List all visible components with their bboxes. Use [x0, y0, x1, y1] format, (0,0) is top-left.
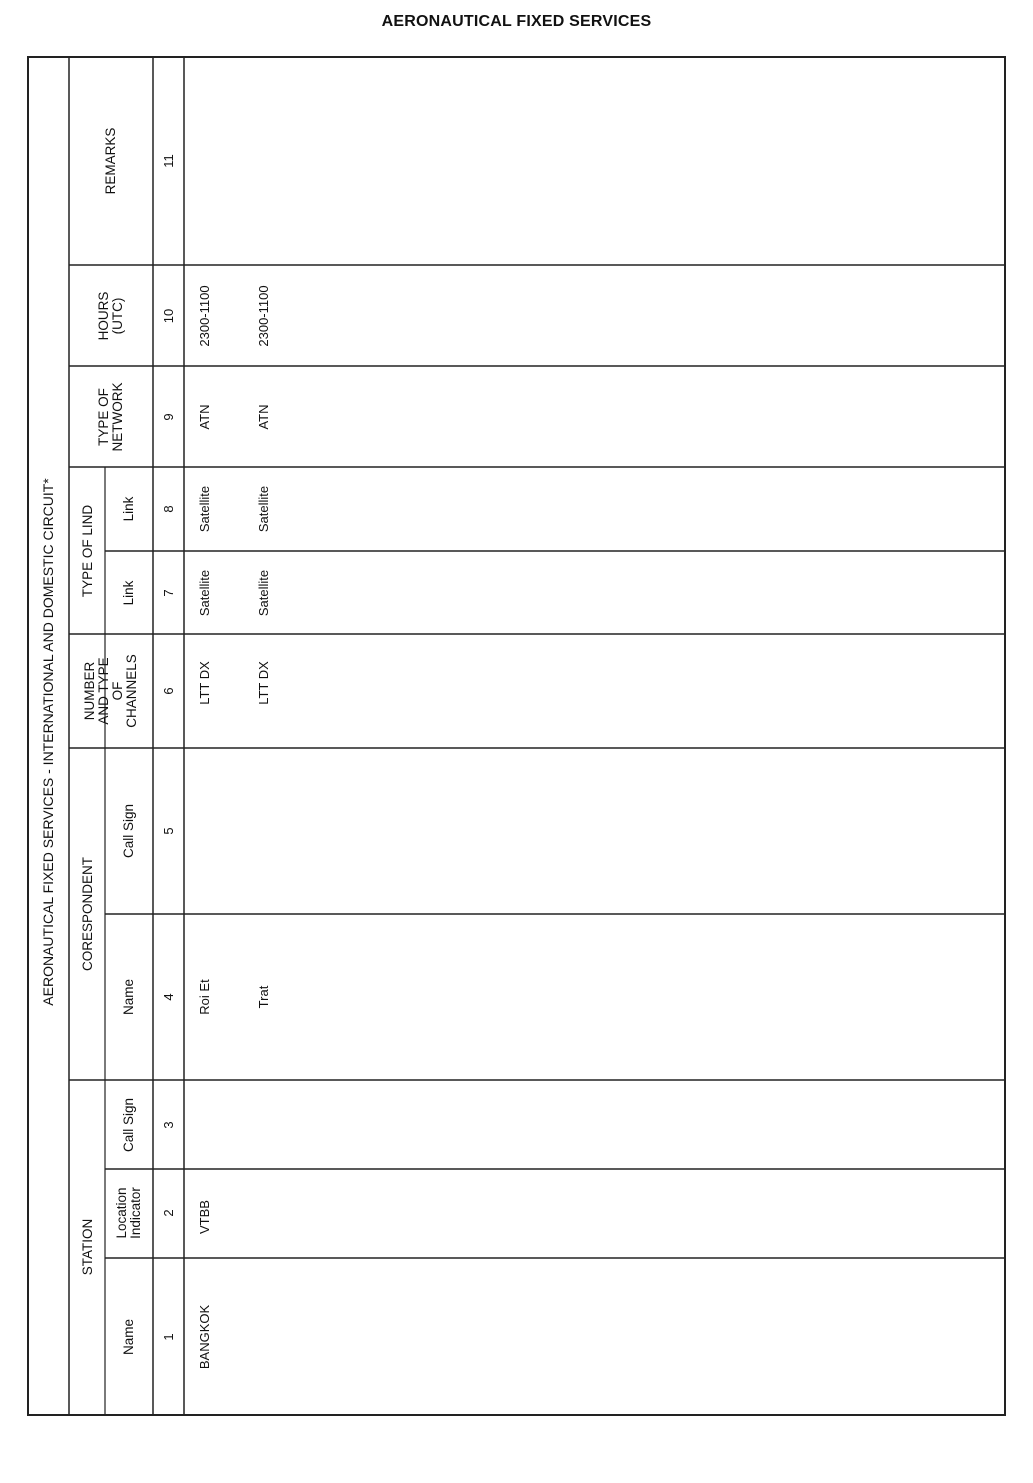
column-number: 9 [161, 413, 176, 421]
column-number: 7 [161, 589, 176, 597]
header-network: TYPE OF NETWORK [96, 382, 125, 452]
corr-name-cell: Roi Et [197, 979, 212, 1015]
station-location-cell: VTBB [197, 1200, 212, 1234]
channels-cell: LTT DX [256, 661, 271, 705]
header-remarks: REMARKS [103, 127, 118, 195]
header-corr-name: Name [121, 978, 136, 1016]
hours-cell: 2300-1100 [197, 285, 212, 347]
hours-cell: 2300-1100 [256, 285, 271, 347]
header-station: STATION [80, 1218, 95, 1276]
channels-cell: LTT DX [197, 661, 212, 705]
column-number: 10 [161, 308, 176, 324]
column-number: 3 [161, 1121, 176, 1129]
link-a-cell: Satellite [256, 569, 271, 617]
header-corr-callsign: Call Sign [121, 803, 136, 859]
link-b-cell: Satellite [256, 485, 271, 533]
header-station-callsign: Call Sign [121, 1097, 136, 1153]
header-hours: HOURS (UTC) [96, 291, 125, 341]
header-correspondent: CORESPONDENT [80, 856, 95, 972]
column-number: 6 [161, 687, 176, 695]
header-channels: NUMBER AND TYPE OF CHANNELS [82, 654, 139, 728]
header-link-a: Link [121, 580, 136, 606]
column-number: 5 [161, 827, 176, 835]
network-cell: ATN [256, 404, 271, 430]
column-number: 8 [161, 505, 176, 513]
link-a-cell: Satellite [197, 569, 212, 617]
corr-name-cell: Trat [256, 985, 271, 1009]
header-station-name: Name [121, 1318, 136, 1356]
link-b-cell: Satellite [197, 485, 212, 533]
page-title: AERONAUTICAL FIXED SERVICES [381, 13, 652, 30]
column-number: 2 [161, 1209, 176, 1217]
column-number: 11 [161, 154, 176, 168]
header-link-b: Link [121, 496, 136, 522]
header-location-indicator: Location Indicator [114, 1187, 143, 1239]
column-number: 1 [161, 1333, 176, 1341]
station-name-cell: BANGKOK [197, 1304, 212, 1370]
header-type-of-lind: TYPE OF LIND [80, 504, 95, 598]
column-number: 4 [161, 993, 176, 1001]
table-title: AERONAUTICAL FIXED SERVICES - INTERNATIONAL AND DOMESTIC CIRCUIT* [40, 478, 56, 1006]
network-cell: ATN [197, 404, 212, 430]
